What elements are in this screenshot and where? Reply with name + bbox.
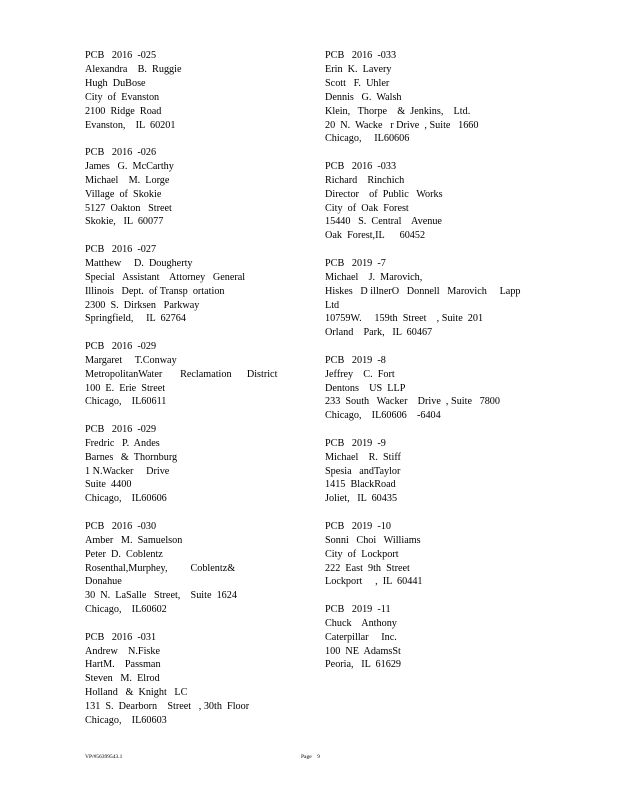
service-list-entry bbox=[85, 243, 315, 326]
service-list-entry bbox=[325, 603, 540, 673]
address-line: Peter D. Coblentz bbox=[85, 548, 163, 560]
address-line: Michael J. Marovich, bbox=[325, 271, 423, 283]
service-list-entry bbox=[85, 520, 315, 617]
address-line: Sonni Choi Williams bbox=[325, 534, 421, 546]
address-line: Chicago, IL60603 bbox=[85, 715, 167, 727]
address-line: Joliet, IL 60435 bbox=[325, 493, 398, 505]
address-line: City of Evanston bbox=[85, 91, 160, 103]
address-line: 2300 S. Dirksen Parkway bbox=[85, 299, 200, 311]
service-list-entry bbox=[85, 146, 315, 229]
case-number: PCB 2016 -027 bbox=[85, 243, 157, 255]
address-line: Orland Park, IL 60467 bbox=[325, 327, 433, 339]
address-line: 1415 BlackRoad bbox=[325, 479, 396, 491]
address-line: Director of Public Works bbox=[325, 188, 443, 200]
address-line: Chicago, IL60606 bbox=[85, 493, 167, 505]
case-number: PCB 2016 -025 bbox=[85, 50, 157, 61]
address-line: Suite 4400 bbox=[85, 479, 132, 491]
page-number: Page 9 bbox=[301, 754, 320, 760]
address-line: Springfield, IL 62764 bbox=[85, 313, 186, 325]
address-line: 100 E. Erie Street bbox=[85, 382, 166, 394]
address-line: Alexandra B. Ruggie bbox=[85, 63, 182, 75]
address-line: Michael R. Stiff bbox=[325, 451, 401, 463]
case-number: PCB 2016 -029 bbox=[85, 340, 157, 352]
address-line: Chicago, IL60602 bbox=[85, 604, 167, 616]
address-line: Donahue bbox=[85, 576, 122, 588]
address-line: Matthew D. Dougherty bbox=[85, 257, 193, 269]
address-line: City of Oak Forest bbox=[325, 202, 409, 214]
case-number: PCB 2016 -033 bbox=[325, 50, 397, 61]
address-line: 30 N. LaSalle Street, Suite 1624 bbox=[85, 590, 237, 602]
case-number: PCB 2016 -029 bbox=[85, 423, 157, 435]
address-line: 1 N.Wacker Drive bbox=[85, 465, 170, 477]
address-line: 15440 S. Central Avenue bbox=[325, 216, 442, 228]
address-line: Klein, Thorpe & Jenkins, Ltd. bbox=[325, 105, 471, 117]
case-number: PCB 2016 -031 bbox=[85, 631, 157, 643]
address-line: Barnes & Thornburg bbox=[85, 451, 178, 463]
address-line: Scott F. Uhler bbox=[325, 77, 390, 89]
address-line: 100 NE AdamsSt bbox=[325, 645, 401, 657]
case-number: PCB 2019 -9 bbox=[325, 437, 386, 449]
service-list-entry bbox=[85, 631, 315, 728]
address-line: Lockport , IL 60441 bbox=[325, 576, 423, 588]
document-id: VP/#56399543.1 bbox=[85, 754, 123, 760]
address-line: 20 N. Wacke r Drive , Suite 1660 bbox=[325, 119, 479, 131]
case-number: PCB 2016 -033 bbox=[325, 160, 397, 172]
address-line: Dennis G. Walsh bbox=[325, 91, 402, 103]
address-line: Hugh DuBose bbox=[85, 77, 146, 89]
service-list-entry bbox=[85, 423, 315, 506]
address-line: Chicago, IL60611 bbox=[85, 396, 167, 408]
address-line: Chicago, IL60606 bbox=[325, 133, 410, 145]
case-number: PCB 2019 -11 bbox=[325, 603, 391, 615]
case-number: PCB 2019 -8 bbox=[325, 354, 386, 366]
right-column bbox=[325, 49, 540, 686]
address-line: Ltd bbox=[325, 299, 340, 311]
case-number: PCB 2016 -030 bbox=[85, 520, 157, 532]
address-line: Evanston, IL 60201 bbox=[85, 119, 176, 131]
address-line: Andrew N.Fiske bbox=[85, 645, 160, 657]
service-list-entry bbox=[85, 340, 315, 410]
address-line: MetropolitanWater Reclamation District bbox=[85, 368, 278, 380]
address-line: Chuck Anthony bbox=[325, 617, 397, 629]
case-number: PCB 2019 -10 bbox=[325, 520, 391, 532]
address-line: Holland & Knight LC bbox=[85, 687, 188, 699]
address-line: Oak Forest,IL 60452 bbox=[325, 230, 426, 242]
address-line: Fredric P. Andes bbox=[85, 437, 160, 449]
case-number: PCB 2016 -026 bbox=[85, 146, 157, 158]
service-list-entry bbox=[325, 354, 540, 424]
service-list-entry bbox=[325, 160, 540, 243]
address-line: Margaret T.Conway bbox=[85, 354, 177, 366]
service-list-entry bbox=[325, 437, 540, 507]
address-line: City of Lockport bbox=[325, 548, 399, 560]
address-line: James G. McCarthy bbox=[85, 160, 174, 172]
address-line: Michael M. Lorge bbox=[85, 174, 170, 186]
address-line: Hiskes D illnerO Donnell Marovich Lapp bbox=[325, 285, 521, 297]
address-line: Village of Skokie bbox=[85, 188, 162, 200]
address-line: 5127 Oakton Street bbox=[85, 202, 172, 214]
address-line: Dentons US LLP bbox=[325, 382, 406, 394]
address-line: Richard Rinchich bbox=[325, 174, 405, 186]
address-line: Illinois Dept. of Transp ortation bbox=[85, 285, 225, 297]
left-column bbox=[85, 49, 315, 741]
address-line: Rosenthal,Murphey, Coblentz& bbox=[85, 562, 236, 574]
address-line: Spesia andTaylor bbox=[325, 465, 401, 477]
service-list-entry bbox=[325, 520, 540, 590]
address-line: Caterpillar Inc. bbox=[325, 631, 397, 643]
address-line: 131 S. Dearborn Street , 30th Floor bbox=[85, 701, 250, 713]
address-line: 2100 Ridge Road bbox=[85, 105, 162, 117]
case-number: PCB 2019 -7 bbox=[325, 257, 386, 269]
service-list-entry bbox=[325, 257, 540, 340]
address-line: Special Assistant Attorney General bbox=[85, 271, 246, 283]
service-list-entry bbox=[85, 49, 315, 132]
service-list-entry bbox=[325, 49, 540, 146]
address-line: Skokie, IL 60077 bbox=[85, 216, 164, 228]
address-line: HartM. Passman bbox=[85, 659, 161, 671]
address-line: 222 East 9th Street bbox=[325, 562, 410, 574]
address-line: 233 South Wacker Drive , Suite 7800 bbox=[325, 396, 500, 408]
address-line: Peoria, IL 61629 bbox=[325, 659, 402, 671]
address-line: Jeffrey C. Fort bbox=[325, 368, 395, 380]
address-line: Steven M. Elrod bbox=[85, 673, 160, 685]
address-line: Chicago, IL60606 -6404 bbox=[325, 410, 441, 422]
address-line: Erin K. Lavery bbox=[325, 63, 392, 75]
address-line: 10759W. 159th Street , Suite 201 bbox=[325, 313, 484, 325]
address-line: Amber M. Samuelson bbox=[85, 534, 183, 546]
